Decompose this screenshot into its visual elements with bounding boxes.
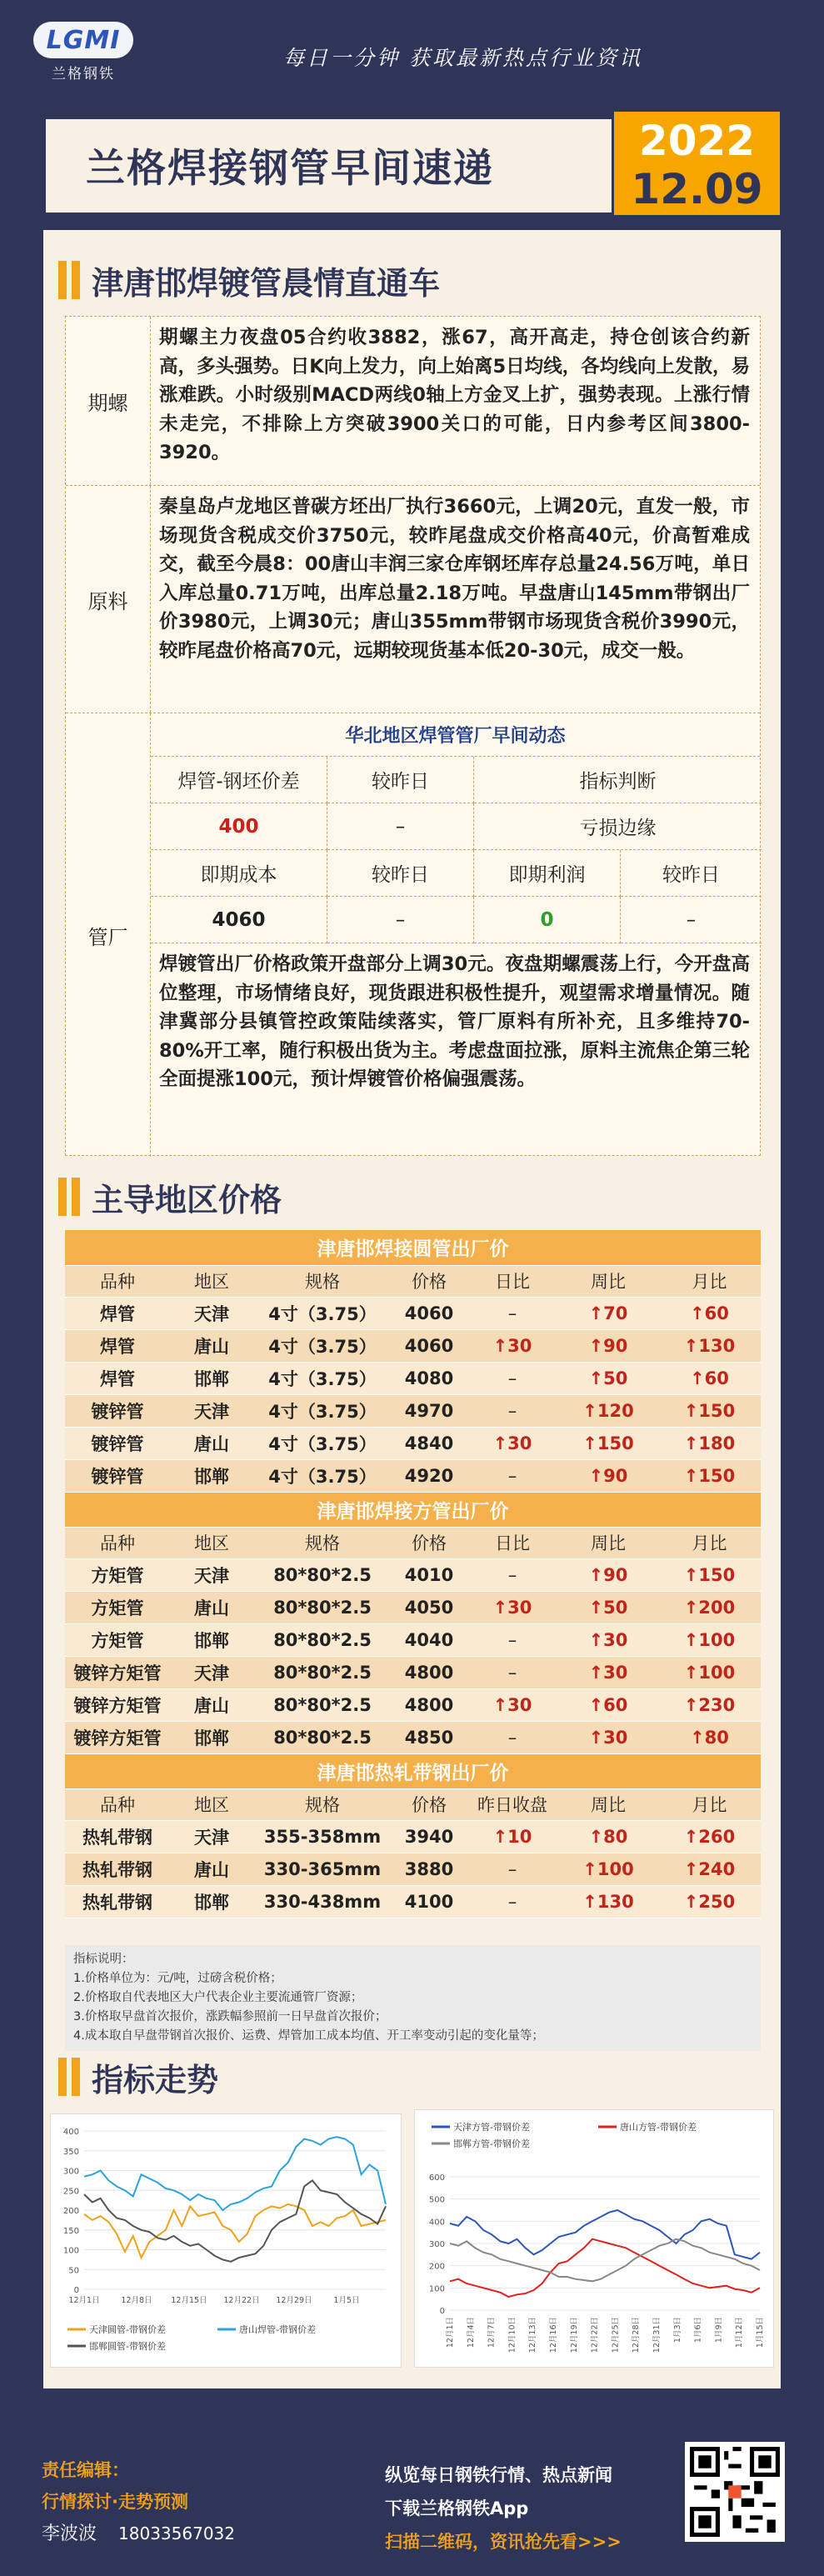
promo-line: 扫描二维码，资讯抢先看>>> <box>385 2532 622 2552</box>
promo-line: 下载兰格钢铁App <box>385 2498 529 2518</box>
table-cell: ↑60 <box>658 1362 761 1394</box>
promo-line: 纵览每日钢铁行情、热点新闻 <box>385 2465 612 2485</box>
table-cell: ↑230 <box>658 1688 761 1721</box>
table-title: 津唐邯热轧带钢出厂价 <box>65 1753 761 1788</box>
column-header: 品种 <box>65 1265 170 1297</box>
legend-label: 唐山方管-带钢价差 <box>620 2122 697 2133</box>
table-section-title <box>65 1492 761 1527</box>
heading-accent-bar <box>72 1178 80 1216</box>
table-cell: – <box>467 1623 558 1656</box>
table-cell: ↑120 <box>558 1394 658 1427</box>
table-cell: 4920 <box>392 1459 467 1492</box>
table-cell: 镀锌方矩管 <box>65 1721 170 1753</box>
x-tick-label: 1月6日 <box>693 2317 703 2343</box>
logo-subtitle: 兰格钢铁 <box>52 66 115 83</box>
table-cell: ↑30 <box>558 1721 658 1753</box>
y-tick-label: 100 <box>428 2284 445 2294</box>
raw-material-text: 秦皇岛卢龙地区普碳方坯出厂执行3660元，上调20元，直发一般，市场现货含税成交价3750元，较昨尾盘成交价格高40元，价高暂难成交，截至今晨8：00唐山丰润三家仓库钢坯库存总量24.56万吨，单日入库总量0.71万吨，出库总量2.18万吨。早盘唐山145mm带钢出厂价3980元，上调30元；唐山355mm带钢市场现货含税价3990元，较昨尾盘价格高70元，远期较现货基本低20-30元，成交一般。 <box>159 496 750 662</box>
table-cell: 唐山 <box>170 1853 253 1885</box>
mill-row <box>66 713 760 1157</box>
x-tick-label: 12月10日 <box>507 2317 517 2353</box>
table-cell: 唐山 <box>170 1329 253 1362</box>
table-cell: 4080 <box>392 1362 467 1394</box>
x-tick-label: 12月22日 <box>590 2317 600 2353</box>
table-cell: 80*80*2.5 <box>253 1623 392 1656</box>
futures-row <box>66 317 760 486</box>
column-header: 月比 <box>658 1788 761 1820</box>
table-cell: 355-358mm <box>253 1820 392 1853</box>
table-cell: ↑260 <box>658 1820 761 1853</box>
table-cell: 330-365mm <box>253 1853 392 1885</box>
table-notes <box>65 1945 761 2051</box>
section-title: 指标走势 <box>92 2061 219 2098</box>
column-header: 日比 <box>467 1265 558 1297</box>
table-cell: ↑180 <box>658 1427 761 1459</box>
table-cell: 邯郸 <box>170 1623 253 1656</box>
heading-accent-bar <box>58 2058 67 2096</box>
table-cell: ↑30 <box>467 1591 558 1623</box>
column-header: 地区 <box>170 1265 253 1297</box>
top-bar <box>0 0 824 92</box>
section-heading-trends <box>58 2052 218 2102</box>
y-tick-label: 400 <box>62 2128 79 2137</box>
x-tick-label: 12月8日 <box>121 2296 152 2305</box>
table-cell: ↑90 <box>558 1459 658 1492</box>
section-heading-prices <box>58 1172 282 1222</box>
table-cell: 唐山 <box>170 1688 253 1721</box>
table-row <box>65 1853 761 1885</box>
y-tick-label: 300 <box>428 2240 445 2249</box>
column-header: 品种 <box>65 1788 170 1820</box>
y-tick-label: 0 <box>439 2307 445 2316</box>
cost-value: 4060 <box>151 897 327 943</box>
table-cell: 4800 <box>392 1656 467 1688</box>
profit-value: 0 <box>474 897 621 943</box>
table-cell: 焊管 <box>65 1362 170 1394</box>
y-tick-label: 600 <box>428 2173 445 2183</box>
date-year: 2022 <box>638 117 756 165</box>
mill-text: 焊镀管出厂价格政策开盘部分上调30元。夜盘期螺震荡上行，今开盘高位整理，市场情绪良好，现货跟进积极性提升，观望需求增量情况。随津冀部分县镇管控政策陆续落实，管厂原料有所补充，且多维持70-80%开工率，随行积极出货为主。考虑盘面拉涨，原料主流焦企第三轮全面提涨100元，预计焊镀管价格偏强震荡。 <box>159 953 750 1090</box>
desc-label: 行情探讨·走势预测 <box>42 2492 188 2512</box>
column-header: 日比 <box>467 1527 558 1558</box>
y-tick-label: 150 <box>62 2226 79 2236</box>
x-tick-label: 1月9日 <box>714 2317 724 2343</box>
table-title: 津唐邯焊接方管出厂价 <box>65 1492 761 1527</box>
date-day: 12.09 <box>631 165 763 213</box>
table-cell: 方矩管 <box>65 1623 170 1656</box>
table-cell: 4840 <box>392 1427 467 1459</box>
table-cell: 唐山 <box>170 1591 253 1623</box>
table-row <box>65 1591 761 1623</box>
y-tick-label: 200 <box>62 2207 79 2216</box>
table-cell: – <box>467 1558 558 1591</box>
table-cell: 焊管 <box>65 1297 170 1329</box>
table-cell: ↑130 <box>658 1329 761 1362</box>
cost-change: – <box>327 897 474 943</box>
table-cell: 天津 <box>170 1656 253 1688</box>
table-row <box>65 1623 761 1656</box>
table-cell: – <box>467 1885 558 1918</box>
table-cell: 4100 <box>392 1885 467 1918</box>
table-cell: ↑150 <box>558 1427 658 1459</box>
table-cell: 80*80*2.5 <box>253 1688 392 1721</box>
table-cell: 330-438mm <box>253 1885 392 1918</box>
y-tick-label: 50 <box>68 2266 79 2276</box>
x-tick-label: 12月31日 <box>652 2317 662 2353</box>
table-cell: 4寸（3.75） <box>253 1329 392 1362</box>
date-badge <box>612 109 782 218</box>
table-cell: 方矩管 <box>65 1558 170 1591</box>
futures-label: 期螺 <box>66 317 151 485</box>
column-header: 月比 <box>658 1265 761 1297</box>
profit-change: – <box>621 897 762 943</box>
table-cell: 镀锌方矩管 <box>65 1688 170 1721</box>
x-tick-label: 12月15日 <box>171 2296 207 2305</box>
table-cell: ↑150 <box>658 1394 761 1427</box>
table-cell: 4060 <box>392 1329 467 1362</box>
cost-header: 即期成本 <box>151 850 327 897</box>
table-cell: 3940 <box>392 1820 467 1853</box>
table-cell: 4050 <box>392 1591 467 1623</box>
table-cell: – <box>467 1656 558 1688</box>
table-cell: ↑250 <box>658 1885 761 1918</box>
table-cell: ↑50 <box>558 1362 658 1394</box>
column-header: 价格 <box>392 1788 467 1820</box>
heading-accent-bar <box>58 1178 67 1216</box>
table-cell: ↑30 <box>558 1656 658 1688</box>
title-banner <box>43 117 781 215</box>
table-cell: 邯郸 <box>170 1459 253 1492</box>
table-cell: 80*80*2.5 <box>253 1591 392 1623</box>
table-cell: 4寸（3.75） <box>253 1459 392 1492</box>
table-cell: 80*80*2.5 <box>253 1721 392 1753</box>
table-cell: 热轧带钢 <box>65 1820 170 1853</box>
table-row <box>65 1688 761 1721</box>
x-tick-label: 12月29日 <box>276 2296 312 2305</box>
table-row <box>65 1820 761 1853</box>
heading-accent-bar <box>72 2058 80 2096</box>
column-header: 价格 <box>392 1527 467 1558</box>
spread-change: – <box>327 803 474 850</box>
table-cell: 4970 <box>392 1394 467 1427</box>
y-tick-label: 300 <box>62 2167 79 2177</box>
legend-label: 天津圆管-带钢价差 <box>89 2324 166 2335</box>
y-tick-label: 100 <box>62 2246 79 2256</box>
table-cell: 4寸（3.75） <box>253 1394 392 1427</box>
table-row <box>65 1362 761 1394</box>
y-tick-label: 400 <box>428 2218 445 2228</box>
note-line: 2.价格取自代表地区大户代表企业主要流通管厂资源； <box>73 1991 363 2004</box>
table-cell: 天津 <box>170 1558 253 1591</box>
x-tick-label: 12月1日 <box>446 2317 455 2348</box>
mill-label: 管厂 <box>66 713 151 1157</box>
raw-material-row <box>66 486 760 713</box>
table-cell: – <box>467 1459 558 1492</box>
legend-label: 邯郸圆管-带钢价差 <box>89 2341 166 2352</box>
section-heading-morning <box>58 255 440 305</box>
note-line: 3.价格取早盘首次报价，涨跌幅参照前一日早盘首次报价； <box>73 2010 387 2023</box>
x-tick-label: 12月25日 <box>611 2317 621 2353</box>
editor-name: 李波波 <box>42 2523 97 2544</box>
table-cell: ↑150 <box>658 1558 761 1591</box>
table-cell: ↑100 <box>658 1656 761 1688</box>
profit-vs-prev-header: 较昨日 <box>621 850 762 897</box>
table-row <box>65 1427 761 1459</box>
page-title: 兰格焊接钢管早间速递 <box>86 146 494 192</box>
table-row <box>65 1297 761 1329</box>
table-cell: 4010 <box>392 1558 467 1591</box>
note-line: 4.成本取自早盘带钢首次报价、运费、焊管加工成本均值、开工率变动引起的变化量等； <box>73 2029 544 2043</box>
qr-code[interactable] <box>685 2442 785 2542</box>
table-cell: ↑30 <box>467 1427 558 1459</box>
table-cell: 热轧带钢 <box>65 1853 170 1885</box>
column-header: 规格 <box>253 1527 392 1558</box>
logo-mark: LGMI <box>33 22 133 58</box>
table-cell: ↑150 <box>658 1459 761 1492</box>
table-row <box>65 1885 761 1918</box>
chart-svg <box>51 2114 402 2368</box>
table-cell: ↑60 <box>558 1688 658 1721</box>
table-cell: ↑50 <box>558 1591 658 1623</box>
table-row <box>65 1459 761 1492</box>
x-tick-label: 1月15日 <box>756 2317 765 2348</box>
table-cell: 3880 <box>392 1853 467 1885</box>
table-cell: 4寸（3.75） <box>253 1427 392 1459</box>
table-cell: 天津 <box>170 1820 253 1853</box>
table-cell: ↑80 <box>558 1820 658 1853</box>
qr-code-icon <box>690 2447 780 2537</box>
table-row <box>65 1656 761 1688</box>
table-cell: – <box>467 1721 558 1753</box>
x-tick-label: 1月12日 <box>735 2317 745 2348</box>
editor-block <box>42 2454 235 2550</box>
x-tick-label: 12月22日 <box>223 2296 260 2305</box>
table-cell: 4800 <box>392 1688 467 1721</box>
profit-header: 即期利润 <box>474 850 621 897</box>
y-tick-label: 350 <box>62 2147 79 2157</box>
table-cell: 80*80*2.5 <box>253 1656 392 1688</box>
table-cell: ↑130 <box>558 1885 658 1918</box>
y-tick-label: 250 <box>62 2187 79 2197</box>
square-pipe-spread-chart <box>414 2109 774 2368</box>
column-header: 月比 <box>658 1527 761 1558</box>
table-row <box>65 1721 761 1753</box>
x-tick-label: 12月13日 <box>528 2317 538 2353</box>
spread-value: 400 <box>151 803 327 850</box>
table-cell: ↑10 <box>467 1820 558 1853</box>
heading-accent-bar <box>72 261 80 299</box>
futures-text: 期螺主力夜盘05合约收3882，涨67，高开高走，持仓创该合约新高，多头强势。日K向上发力，向上始离5日均线，各均线向上发散，易涨难跌。小时级别MACD两线0轴上方金叉上扩，强势表现。上涨行情未走完，不排除上方突破3900关口的可能，日内参考区间3800-3920。 <box>159 327 750 463</box>
spread-header: 焊管-钢坯价差 <box>151 757 327 803</box>
table-row <box>65 1329 761 1362</box>
column-header: 地区 <box>170 1788 253 1820</box>
column-header: 周比 <box>558 1527 658 1558</box>
legend-label: 唐山焊管-带钢价差 <box>239 2324 316 2335</box>
y-tick-label: 0 <box>73 2286 79 2295</box>
table-cell: 4060 <box>392 1297 467 1329</box>
chart-svg <box>415 2110 775 2368</box>
table-cell: ↑60 <box>658 1297 761 1329</box>
table-row <box>65 1558 761 1591</box>
table-cell: 镀锌管 <box>65 1427 170 1459</box>
content-page <box>43 230 781 2388</box>
table-cell: 4寸（3.75） <box>253 1297 392 1329</box>
table-header-row <box>65 1265 761 1297</box>
table-cell: ↑90 <box>558 1329 658 1362</box>
table-cell: ↑80 <box>658 1721 761 1753</box>
table-cell: – <box>467 1297 558 1329</box>
section-title: 主导地区价格 <box>92 1181 282 1218</box>
table-cell: 镀锌方矩管 <box>65 1656 170 1688</box>
table-cell: 焊管 <box>65 1329 170 1362</box>
table-cell: 邯郸 <box>170 1885 253 1918</box>
editor-phone: 18033567032 <box>118 2523 235 2543</box>
y-tick-label: 200 <box>428 2262 445 2272</box>
table-section-title <box>65 1753 761 1788</box>
table-cell: ↑30 <box>467 1329 558 1362</box>
note-line: 1.价格单位为：元/吨，过磅含税价格； <box>73 1972 282 1985</box>
series-line <box>84 2137 386 2210</box>
table-cell: 天津 <box>170 1394 253 1427</box>
x-tick-label: 12月16日 <box>549 2317 558 2353</box>
indicator-value: 亏损边缘 <box>474 803 762 850</box>
x-tick-label: 1月3日 <box>672 2317 682 2343</box>
footer <box>0 2408 824 2576</box>
slogan: 每日一分钟 获取最新热点行业资讯 <box>283 46 642 70</box>
x-tick-label: 12月28日 <box>632 2317 642 2353</box>
column-header: 昨日收盘 <box>467 1788 558 1820</box>
raw-material-label: 原料 <box>66 486 151 713</box>
column-header: 地区 <box>170 1527 253 1558</box>
legend-label: 邯郸方管-带钢价差 <box>453 2138 530 2149</box>
note-line: 指标说明： <box>73 1953 134 1966</box>
x-tick-label: 12月1日 <box>68 2296 100 2305</box>
table-cell: 邯郸 <box>170 1721 253 1753</box>
series-line <box>450 2210 760 2259</box>
x-tick-label: 12月19日 <box>569 2317 579 2353</box>
table-cell: 4040 <box>392 1623 467 1656</box>
column-header: 价格 <box>392 1265 467 1297</box>
table-cell: ↑100 <box>558 1853 658 1885</box>
table-cell: ↑70 <box>558 1297 658 1329</box>
brand-logo <box>33 22 133 83</box>
table-cell: – <box>467 1362 558 1394</box>
series-line <box>450 2239 760 2282</box>
table-cell: ↑240 <box>658 1853 761 1885</box>
app-promo <box>385 2458 622 2558</box>
table-cell: 80*80*2.5 <box>253 1558 392 1591</box>
section-title: 津唐邯焊镀管晨情直通车 <box>92 264 441 302</box>
table-cell: 天津 <box>170 1297 253 1329</box>
column-header: 规格 <box>253 1788 392 1820</box>
heading-accent-bar <box>58 261 67 299</box>
table-cell: 4寸（3.75） <box>253 1362 392 1394</box>
table-cell: 镀锌管 <box>65 1459 170 1492</box>
y-tick-label: 500 <box>428 2195 445 2205</box>
x-tick-label: 1月5日 <box>333 2296 360 2305</box>
table-cell: 邯郸 <box>170 1362 253 1394</box>
price-table <box>65 1230 761 1918</box>
table-cell: ↑90 <box>558 1558 658 1591</box>
mill-subtitle: 华北地区焊管管厂早间动态 <box>151 713 760 757</box>
table-cell: ↑200 <box>658 1591 761 1623</box>
table-cell: – <box>467 1853 558 1885</box>
table-cell: 方矩管 <box>65 1591 170 1623</box>
column-header: 周比 <box>558 1788 658 1820</box>
table-cell: 镀锌管 <box>65 1394 170 1427</box>
indicator-header: 指标判断 <box>474 757 762 803</box>
table-cell: 4850 <box>392 1721 467 1753</box>
table-header-row <box>65 1788 761 1820</box>
table-cell: ↑30 <box>558 1623 658 1656</box>
x-tick-label: 12月4日 <box>466 2317 476 2348</box>
cost-vs-prev-header: 较昨日 <box>327 850 474 897</box>
morning-report-box <box>65 316 761 1156</box>
table-cell: 唐山 <box>170 1427 253 1459</box>
table-cell: ↑30 <box>467 1688 558 1721</box>
table-cell: ↑100 <box>658 1623 761 1656</box>
round-pipe-spread-chart <box>50 2113 402 2368</box>
column-header: 品种 <box>65 1527 170 1558</box>
table-title: 津唐邯焊接圆管出厂价 <box>65 1230 761 1265</box>
vs-prev-header: 较昨日 <box>327 757 474 803</box>
table-cell: – <box>467 1394 558 1427</box>
column-header: 周比 <box>558 1265 658 1297</box>
column-header: 规格 <box>253 1265 392 1297</box>
x-tick-label: 12月7日 <box>487 2317 497 2348</box>
legend-label: 天津方管-带钢价差 <box>453 2122 530 2133</box>
editor-label: 责任编辑： <box>42 2460 129 2480</box>
table-header-row <box>65 1527 761 1558</box>
table-cell: 热轧带钢 <box>65 1885 170 1918</box>
table-row <box>65 1394 761 1427</box>
table-section-title <box>65 1230 761 1265</box>
